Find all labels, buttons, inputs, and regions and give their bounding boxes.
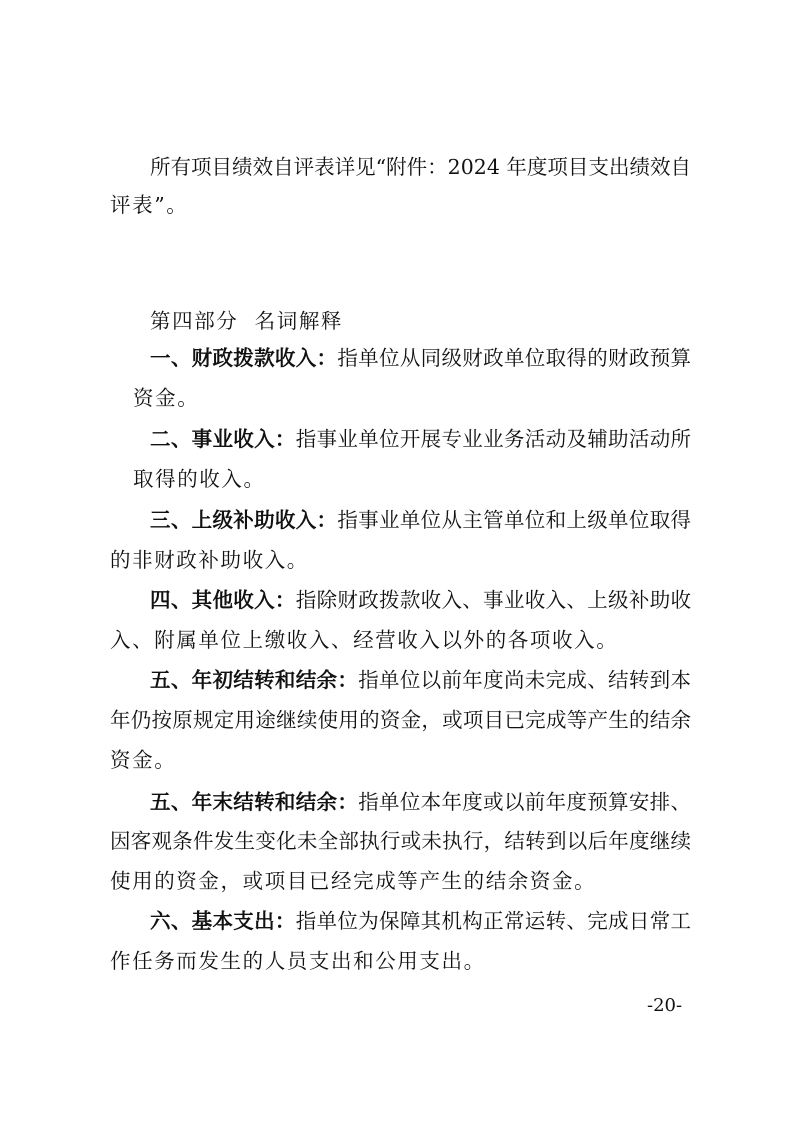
term-4-line-1 [150, 585, 691, 615]
term-5-label: 五、年初结转和结余： [150, 668, 359, 692]
term-3-def: 指事业单位从主管单位和上级单位取得 [337, 508, 692, 532]
term-1-label: 一、财政拨款收入： [150, 346, 338, 370]
intro-line-2: 评表”。 [110, 193, 189, 217]
term-5-line-2: 年仍按原规定用途继续使用的资金，或项目已完成等产生的结余 [110, 708, 691, 732]
term-6-def: 指单位本年度或以前年度预算安排、 [358, 790, 692, 814]
term-4-def: 指除财政拨款收入、事业收入、上级补助收 [295, 588, 692, 612]
term-5-def: 指单位以前年度尚未完成、结转到本 [358, 668, 692, 692]
term-2-label: 二、事业收入： [150, 427, 296, 451]
term-1-line-1 [150, 343, 691, 373]
term-7-line-2: 作任务而发生的人员支出和公用支出。 [110, 949, 486, 973]
intro-line-1: 所有项目绩效自评表详见“附件：2024 年度项目支出绩效自 [150, 155, 691, 179]
term-3-line-2: 的非财政补助收入。 [110, 548, 309, 572]
term-7-label: 六、基本支出： [150, 909, 296, 933]
page-number: -20- [647, 995, 683, 1016]
term-1-line-2: 资金。 [133, 386, 200, 410]
term-2-line-1 [150, 424, 691, 454]
term-6-line-1 [150, 787, 691, 817]
term-4-line-2: 入、附属单位上缴收入、经营收入以外的各项收入。 [110, 628, 619, 652]
term-3-line-1 [150, 505, 691, 535]
term-5-line-3: 资金。 [110, 748, 177, 772]
term-2-line-2: 取得的收入。 [133, 467, 266, 491]
section-title: 第四部分 名词解释 [150, 309, 344, 333]
term-6-line-3: 使用的资金，或项目已经完成等产生的结余资金。 [110, 869, 597, 893]
term-3-label: 三、上级补助收入： [150, 508, 338, 532]
term-1-def: 指单位从同级财政单位取得的财政预算 [337, 346, 692, 370]
term-6-line-2: 因客观条件发生变化未全部执行或未执行，结转到以后年度继续 [110, 829, 691, 853]
term-7-line-1 [150, 906, 691, 936]
term-7-def: 指单位为保障其机构正常运转、完成日常工 [295, 909, 692, 933]
term-2-def: 指事业单位开展专业业务活动及辅助活动所 [295, 427, 692, 451]
term-5-line-1 [150, 665, 691, 695]
term-4-label: 四、其他收入： [150, 588, 296, 612]
term-6-label: 五、年末结转和结余： [150, 790, 359, 814]
